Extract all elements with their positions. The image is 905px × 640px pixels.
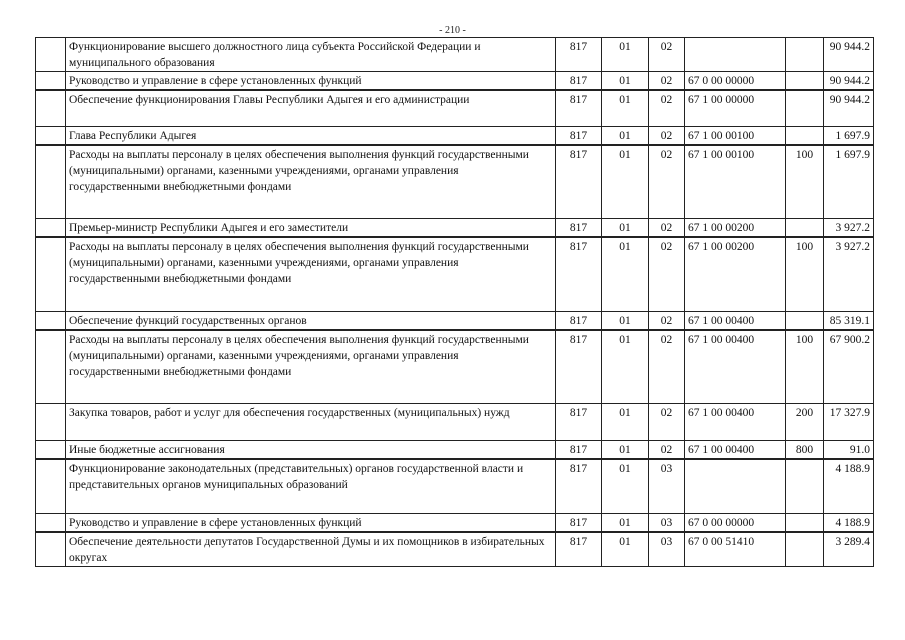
row-sum: 4 188.9 <box>824 459 874 513</box>
row-ved: 817 <box>556 219 602 238</box>
row-name: Руководство и управление в сфере установленных функций <box>66 513 556 532</box>
table-row <box>36 126 874 145</box>
row-pr: 02 <box>649 441 685 460</box>
row-rz: 01 <box>602 404 649 441</box>
table-row <box>36 72 874 91</box>
row-pr: 02 <box>649 311 685 330</box>
blank-cell <box>36 145 66 219</box>
table-row <box>36 219 874 238</box>
row-name: Глава Республики Адыгея <box>66 126 556 145</box>
row-cs: 67 0 00 51410 <box>685 532 786 567</box>
row-ved: 817 <box>556 311 602 330</box>
blank-cell <box>36 459 66 513</box>
row-name: Расходы на выплаты персоналу в целях обеспечения выполнения функций государственными (муниципальными) органами, казенными учреждениями, органами управления государственными внебюджетными фондами <box>66 145 556 219</box>
row-vr: 100 <box>786 237 824 311</box>
row-vr <box>786 72 824 91</box>
row-vr <box>786 126 824 145</box>
row-rz: 01 <box>602 90 649 126</box>
row-sum: 3 927.2 <box>824 237 874 311</box>
row-cs: 67 0 00 00000 <box>685 513 786 532</box>
row-vr <box>786 219 824 238</box>
blank-cell <box>36 219 66 238</box>
row-cs: 67 1 00 00200 <box>685 237 786 311</box>
row-ved: 817 <box>556 459 602 513</box>
row-rz: 01 <box>602 459 649 513</box>
row-cs: 67 1 00 00400 <box>685 441 786 460</box>
row-rz: 01 <box>602 72 649 91</box>
table-row <box>36 38 874 72</box>
row-pr: 03 <box>649 532 685 567</box>
row-pr: 02 <box>649 404 685 441</box>
row-ved: 817 <box>556 126 602 145</box>
row-rz: 01 <box>602 38 649 72</box>
row-rz: 01 <box>602 532 649 567</box>
row-sum: 67 900.2 <box>824 330 874 404</box>
row-rz: 01 <box>602 126 649 145</box>
row-sum: 91.0 <box>824 441 874 460</box>
row-vr: 100 <box>786 330 824 404</box>
row-vr <box>786 38 824 72</box>
table-row <box>36 459 874 513</box>
table-row <box>36 330 874 404</box>
row-sum: 1 697.9 <box>824 126 874 145</box>
table-row <box>36 441 874 460</box>
row-vr: 100 <box>786 145 824 219</box>
row-cs <box>685 459 786 513</box>
row-sum: 17 327.9 <box>824 404 874 441</box>
row-ved: 817 <box>556 404 602 441</box>
blank-cell <box>36 38 66 72</box>
row-ved: 817 <box>556 237 602 311</box>
table-row <box>36 311 874 330</box>
table-row <box>36 513 874 532</box>
budget-table <box>35 37 874 567</box>
row-name: Расходы на выплаты персоналу в целях обеспечения выполнения функций государственными (муниципальными) органами, казенными учреждениями, органами управления государственными внебюджетными фондами <box>66 330 556 404</box>
row-name: Обеспечение функций государственных органов <box>66 311 556 330</box>
row-rz: 01 <box>602 219 649 238</box>
row-rz: 01 <box>602 237 649 311</box>
row-pr: 02 <box>649 126 685 145</box>
row-sum: 90 944.2 <box>824 38 874 72</box>
row-ved: 817 <box>556 145 602 219</box>
row-name: Обеспечение функционирования Главы Республики Адыгея и его администрации <box>66 90 556 126</box>
blank-cell <box>36 126 66 145</box>
row-cs: 67 1 00 00400 <box>685 311 786 330</box>
row-sum: 4 188.9 <box>824 513 874 532</box>
row-rz: 01 <box>602 513 649 532</box>
row-ved: 817 <box>556 90 602 126</box>
row-sum: 3 927.2 <box>824 219 874 238</box>
row-name: Расходы на выплаты персоналу в целях обеспечения выполнения функций государственными (муниципальными) органами, казенными учреждениями, органами управления государственными внебюджетными фондами <box>66 237 556 311</box>
row-vr <box>786 311 824 330</box>
row-cs: 67 0 00 00000 <box>685 72 786 91</box>
row-sum: 90 944.2 <box>824 90 874 126</box>
row-name: Руководство и управление в сфере установленных функций <box>66 72 556 91</box>
row-pr: 03 <box>649 459 685 513</box>
blank-cell <box>36 404 66 441</box>
row-sum: 1 697.9 <box>824 145 874 219</box>
row-ved: 817 <box>556 513 602 532</box>
blank-cell <box>36 532 66 567</box>
row-pr: 02 <box>649 72 685 91</box>
row-cs: 67 1 00 00100 <box>685 126 786 145</box>
table-row <box>36 532 874 567</box>
row-pr: 02 <box>649 38 685 72</box>
row-vr: 800 <box>786 441 824 460</box>
blank-cell <box>36 237 66 311</box>
row-rz: 01 <box>602 330 649 404</box>
blank-cell <box>36 441 66 460</box>
row-name: Закупка товаров, работ и услуг для обеспечения государственных (муниципальных) нужд <box>66 404 556 441</box>
row-name: Обеспечение деятельности депутатов Государственной Думы и их помощников в избирательных округах <box>66 532 556 567</box>
row-rz: 01 <box>602 311 649 330</box>
row-name: Премьер-министр Республики Адыгея и его заместители <box>66 219 556 238</box>
row-pr: 02 <box>649 219 685 238</box>
row-cs <box>685 38 786 72</box>
row-cs: 67 1 00 00100 <box>685 145 786 219</box>
row-vr <box>786 513 824 532</box>
blank-cell <box>36 311 66 330</box>
row-name: Иные бюджетные ассигнования <box>66 441 556 460</box>
row-cs: 67 1 00 00200 <box>685 219 786 238</box>
row-name: Функционирование высшего должностного лица субъекта Российской Федерации и муниципального образования <box>66 38 556 72</box>
row-sum: 90 944.2 <box>824 72 874 91</box>
row-ved: 817 <box>556 441 602 460</box>
row-ved: 817 <box>556 38 602 72</box>
row-sum: 85 319.1 <box>824 311 874 330</box>
row-vr <box>786 459 824 513</box>
page-number: - 210 - <box>439 25 466 36</box>
table-row <box>36 404 874 441</box>
table-row <box>36 145 874 219</box>
row-pr: 02 <box>649 330 685 404</box>
row-pr: 03 <box>649 513 685 532</box>
row-pr: 02 <box>649 145 685 219</box>
row-cs: 67 1 00 00400 <box>685 330 786 404</box>
row-sum: 3 289.4 <box>824 532 874 567</box>
blank-cell <box>36 90 66 126</box>
blank-cell <box>36 72 66 91</box>
row-rz: 01 <box>602 145 649 219</box>
row-pr: 02 <box>649 237 685 311</box>
row-vr: 200 <box>786 404 824 441</box>
row-ved: 817 <box>556 72 602 91</box>
blank-cell <box>36 513 66 532</box>
table-row <box>36 90 874 126</box>
row-cs: 67 1 00 00000 <box>685 90 786 126</box>
row-name: Функционирование законодательных (представительных) органов государственной власти и представительных органов муниципальных образований <box>66 459 556 513</box>
row-cs: 67 1 00 00400 <box>685 404 786 441</box>
table-row <box>36 237 874 311</box>
blank-cell <box>36 330 66 404</box>
row-vr <box>786 90 824 126</box>
row-vr <box>786 532 824 567</box>
row-pr: 02 <box>649 90 685 126</box>
row-rz: 01 <box>602 441 649 460</box>
row-ved: 817 <box>556 532 602 567</box>
row-ved: 817 <box>556 330 602 404</box>
